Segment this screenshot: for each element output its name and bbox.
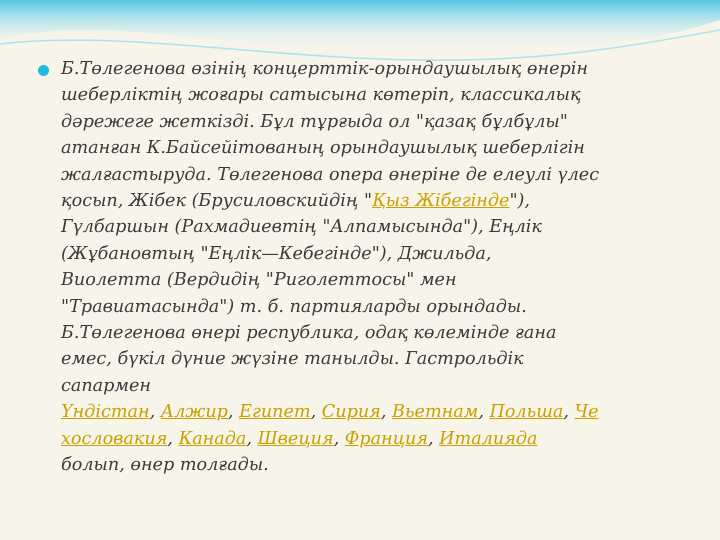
text-fragment: қосып, Жібек (Брусиловскийдің " xyxy=(61,191,373,212)
separator: , xyxy=(478,402,490,423)
separator: , xyxy=(167,428,179,449)
text-line: болып, өнер толғады. xyxy=(61,455,269,476)
text-line: "Травиатасында") т. б. партияларды орындады. xyxy=(61,296,527,317)
separator: , xyxy=(227,402,240,423)
link-italy[interactable]: Италияда xyxy=(439,428,538,449)
link-vietnam[interactable]: Вьетнам xyxy=(392,402,479,423)
separator: , xyxy=(427,428,440,449)
link-egypt[interactable]: Египет xyxy=(239,402,311,423)
link-algeria[interactable]: Алжир xyxy=(160,402,228,423)
text-line: жалғастыруда. Төлегенова опера өнеріне де елеулі үлес xyxy=(61,164,600,185)
link-france[interactable]: Франция xyxy=(344,428,428,449)
slide-body xyxy=(38,56,684,479)
bullet-icon xyxy=(38,65,49,76)
separator: , xyxy=(563,402,575,423)
text-line: Гүлбаршын (Рахмадиевтің "Алпамысында"), Еңлік xyxy=(61,217,542,238)
text-line: Б.Төлегенова өнері республика, одақ көлемінде ғана xyxy=(61,323,557,344)
link-czechoslovakia-part2[interactable]: хословакия xyxy=(61,428,168,449)
text-line: атанған К.Байсейітованың орындаушылық шеберлігін xyxy=(61,138,585,159)
link-syria[interactable]: Сирия xyxy=(321,402,381,423)
link-czechoslovakia-part1[interactable]: Че xyxy=(574,402,599,423)
link-canada[interactable]: Канада xyxy=(178,428,247,449)
text-line xyxy=(61,188,599,214)
text-line xyxy=(61,426,599,452)
separator: , xyxy=(310,402,322,423)
text-line: дәрежеге жеткізді. Бұл тұрғыда ол "қазақ бұлбұлы" xyxy=(61,111,568,132)
text-line: емес, бүкіл дүние жүзіне танылды. Гастрольдік xyxy=(61,349,524,370)
text-line: Виолетта (Вердидің "Риголеттосы" мен xyxy=(61,270,457,291)
text-line: сапармен xyxy=(61,375,152,396)
separator: , xyxy=(333,428,345,449)
link-kyz-zhibek[interactable]: Қыз Жібегінде xyxy=(372,191,510,212)
separator: , xyxy=(246,428,258,449)
text-fragment: "), xyxy=(509,191,530,212)
link-sweden[interactable]: Швеция xyxy=(257,428,334,449)
text-line xyxy=(61,399,599,425)
bullet-item xyxy=(38,56,684,479)
separator: , xyxy=(149,402,161,423)
text-line: (Жұбановтың "Еңлік—Кебегінде"), Джильда, xyxy=(61,243,492,264)
paragraph xyxy=(61,56,599,479)
separator: , xyxy=(380,402,393,423)
text-line: шеберліктің жоғары сатысына көтеріп, классикалық xyxy=(61,85,581,106)
link-india[interactable]: Үндістан xyxy=(61,402,150,423)
text-line: Б.Төлегенова өзінің концерттік-орындаушылық өнерін xyxy=(61,59,588,79)
link-poland[interactable]: Польша xyxy=(489,402,564,423)
